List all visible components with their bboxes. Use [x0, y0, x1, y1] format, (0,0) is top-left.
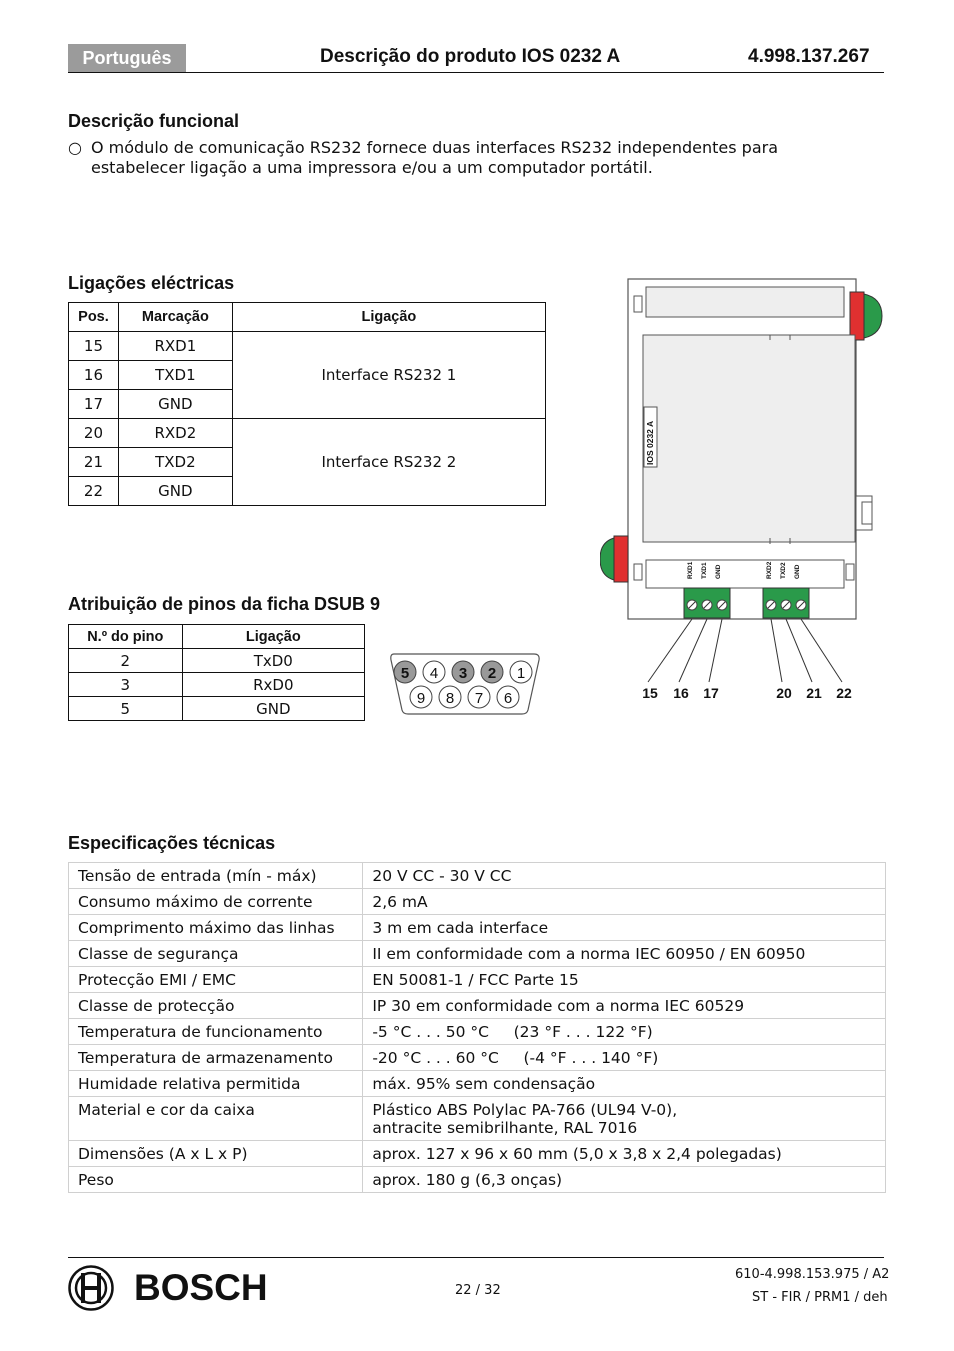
spec-value — [363, 967, 886, 993]
dsub-pin-number: 3 — [458, 665, 468, 682]
leader-line — [679, 619, 707, 682]
spec-value — [363, 1045, 886, 1071]
table-cell: 16 — [69, 361, 119, 390]
spec-key: Material e cor da caixa — [69, 1097, 363, 1141]
spec-value-line: 3 m em cada interface — [372, 919, 549, 937]
device-pin-number: 20 — [776, 685, 792, 701]
red-clip — [850, 292, 864, 340]
col-pin: N.º do pino — [69, 625, 183, 649]
dsub-pin-number: 9 — [416, 690, 426, 707]
terminal-label: RXD1 — [687, 561, 694, 579]
terminal-label: GND — [715, 564, 722, 579]
table-cell: 3 — [69, 673, 183, 697]
bosch-wordmark: BOSCH — [134, 1267, 268, 1308]
spec-key: Dimensões (A x L x P) — [69, 1141, 363, 1167]
dsub-pin-number: 8 — [445, 690, 455, 707]
header-title: Descrição do produto IOS 0232 A — [320, 46, 621, 67]
spec-value — [363, 993, 886, 1019]
dsub-pin-number: 1 — [516, 665, 526, 682]
spec-value — [363, 1071, 886, 1097]
doc-ref: ST - FIR / PRM1 / deh — [752, 1290, 888, 1305]
table-cell: GND — [118, 390, 232, 419]
bosch-logo-icon — [67, 1264, 115, 1312]
table-cell: GND — [182, 697, 364, 721]
interface-2-cell: Interface RS232 2 — [232, 419, 545, 506]
table-cell: 21 — [69, 448, 119, 477]
spec-value — [363, 915, 886, 941]
spec-row — [69, 1141, 886, 1167]
leader-line — [648, 619, 692, 682]
green-clip — [864, 294, 882, 338]
header-number: 4.998.137.267 — [748, 46, 870, 67]
terminal-label: TXD1 — [701, 562, 708, 579]
table-cell: TXD2 — [118, 448, 232, 477]
dsub-pin-number: 4 — [429, 665, 439, 682]
red-clip — [614, 536, 628, 582]
device-pin-number: 22 — [836, 685, 852, 701]
spec-value — [363, 1167, 886, 1193]
table-cell: 5 — [69, 697, 183, 721]
table-cell: 2 — [69, 649, 183, 673]
functional-heading: Descrição funcional — [68, 111, 240, 131]
table-cell: 20 — [69, 419, 119, 448]
dsub-heading: Atribuição de pinos da ficha DSUB 9 — [68, 594, 381, 614]
table-cell: RXD1 — [118, 332, 232, 361]
table-cell: TxD0 — [182, 649, 364, 673]
dsub-table — [68, 624, 365, 721]
spec-key: Consumo máximo de corrente — [69, 889, 363, 915]
spec-row — [69, 993, 886, 1019]
spec-value-line: 2,6 mA — [372, 893, 428, 911]
language-badge: Português — [68, 44, 186, 72]
spec-value-line: EN 50081-1 / FCC Parte 15 — [372, 971, 579, 989]
spec-value-line: Plástico ABS Polylac PA-766 (UL94 V-0), — [372, 1101, 678, 1119]
device-pin-number: 21 — [806, 685, 822, 701]
table-cell: RXD2 — [118, 419, 232, 448]
device-panel — [643, 335, 855, 542]
table-cell: GND — [118, 477, 232, 506]
spec-key: Temperatura de armazenamento — [69, 1045, 363, 1071]
electrical-table — [68, 302, 546, 506]
spec-key: Humidade relativa permitida — [69, 1071, 363, 1097]
table-cell: TXD1 — [118, 361, 232, 390]
dsub-pin-number: 2 — [487, 665, 497, 682]
functional-bullet: ○ — [68, 138, 82, 157]
device-window — [646, 287, 844, 317]
spec-value — [363, 863, 886, 889]
terminal-label: RXD2 — [766, 561, 773, 579]
col-conn: Ligação — [182, 625, 364, 649]
spec-value-line: aprox. 127 x 96 x 60 mm (5,0 x 3,8 x 2,4 polegadas) — [372, 1145, 782, 1163]
table-cell: RxD0 — [182, 673, 364, 697]
green-clip — [600, 538, 614, 580]
spec-key: Classe de segurança — [69, 941, 363, 967]
interface-1-cell: Interface RS232 1 — [232, 332, 545, 419]
device-diagram — [600, 276, 890, 701]
col-pos: Pos. — [69, 303, 119, 332]
spec-key: Classe de protecção — [69, 993, 363, 1019]
leader-line — [801, 619, 842, 682]
spec-row — [69, 1045, 886, 1071]
leader-line — [709, 619, 722, 682]
dsub-pin-number: 5 — [400, 665, 410, 682]
device-pin-number: 16 — [673, 685, 689, 701]
table-cell: 17 — [69, 390, 119, 419]
col-connection: Ligação — [232, 303, 545, 332]
specs-table — [68, 862, 886, 1193]
spec-key: Protecção EMI / EMC — [69, 967, 363, 993]
table-cell: 22 — [69, 477, 119, 506]
spec-row — [69, 889, 886, 915]
table-cell: 15 — [69, 332, 119, 361]
spec-value — [363, 1019, 886, 1045]
functional-text-2: estabelecer ligação a uma impressora e/ou a um computador portátil. — [91, 158, 653, 177]
terminal-label: TXD2 — [780, 562, 787, 579]
spec-value — [363, 889, 886, 915]
spec-value-line: aprox. 180 g (6,3 onças) — [372, 1171, 563, 1189]
spec-value-line: II em conformidade com a norma IEC 60950 / EN 60950 — [372, 945, 806, 963]
terminal-strip — [646, 560, 844, 588]
spec-value — [363, 1097, 886, 1141]
spec-value-line: -5 °C . . . 50 °C (23 °F . . . 122 °F) — [372, 1023, 653, 1041]
spec-row — [69, 915, 886, 941]
dsub-connector-diagram — [388, 650, 542, 718]
dsub-pin-number: 7 — [474, 690, 484, 707]
spec-key: Peso — [69, 1167, 363, 1193]
spec-value-line: antracite semibrilhante, RAL 7016 — [372, 1119, 638, 1137]
spec-row — [69, 1071, 886, 1097]
spec-row — [69, 941, 886, 967]
device-label: IOS 0232 A — [645, 420, 655, 465]
device-pin-number: 17 — [703, 685, 719, 701]
spec-value-line: IP 30 em conformidade com a norma IEC 60529 — [372, 997, 745, 1015]
device-pin-number: 15 — [642, 685, 658, 701]
electrical-heading: Ligações eléctricas — [68, 273, 235, 293]
spec-value-line: -20 °C . . . 60 °C (-4 °F . . . 140 °F) — [372, 1049, 659, 1067]
spec-row — [69, 1097, 886, 1141]
spec-key: Temperatura de funcionamento — [69, 1019, 363, 1045]
leader-line — [771, 619, 782, 682]
functional-text-1: O módulo de comunicação RS232 fornece duas interfaces RS232 independentes para — [91, 138, 779, 157]
spec-value-line: máx. 95% sem condensação — [372, 1075, 596, 1093]
spec-row — [69, 967, 886, 993]
doc-number: 610-4.998.153.975 / A2 — [735, 1267, 890, 1282]
spec-key: Comprimento máximo das linhas — [69, 915, 363, 941]
spec-value-line: 20 V CC - 30 V CC — [372, 867, 512, 885]
spec-row — [69, 1167, 886, 1193]
terminal-label: GND — [794, 564, 801, 579]
col-marking: Marcação — [118, 303, 232, 332]
spec-row — [69, 1019, 886, 1045]
spec-value — [363, 941, 886, 967]
spec-key: Tensão de entrada (mín - máx) — [69, 863, 363, 889]
spec-value — [363, 1141, 886, 1167]
dsub-pin-number: 6 — [503, 690, 513, 707]
side-latch — [856, 496, 872, 530]
leader-line — [786, 619, 812, 682]
specs-heading: Especificações técnicas — [68, 833, 276, 853]
footer-rule — [68, 1257, 884, 1258]
page-number: 22 / 32 — [455, 1283, 501, 1298]
spec-row — [69, 863, 886, 889]
header-rule — [68, 72, 884, 73]
